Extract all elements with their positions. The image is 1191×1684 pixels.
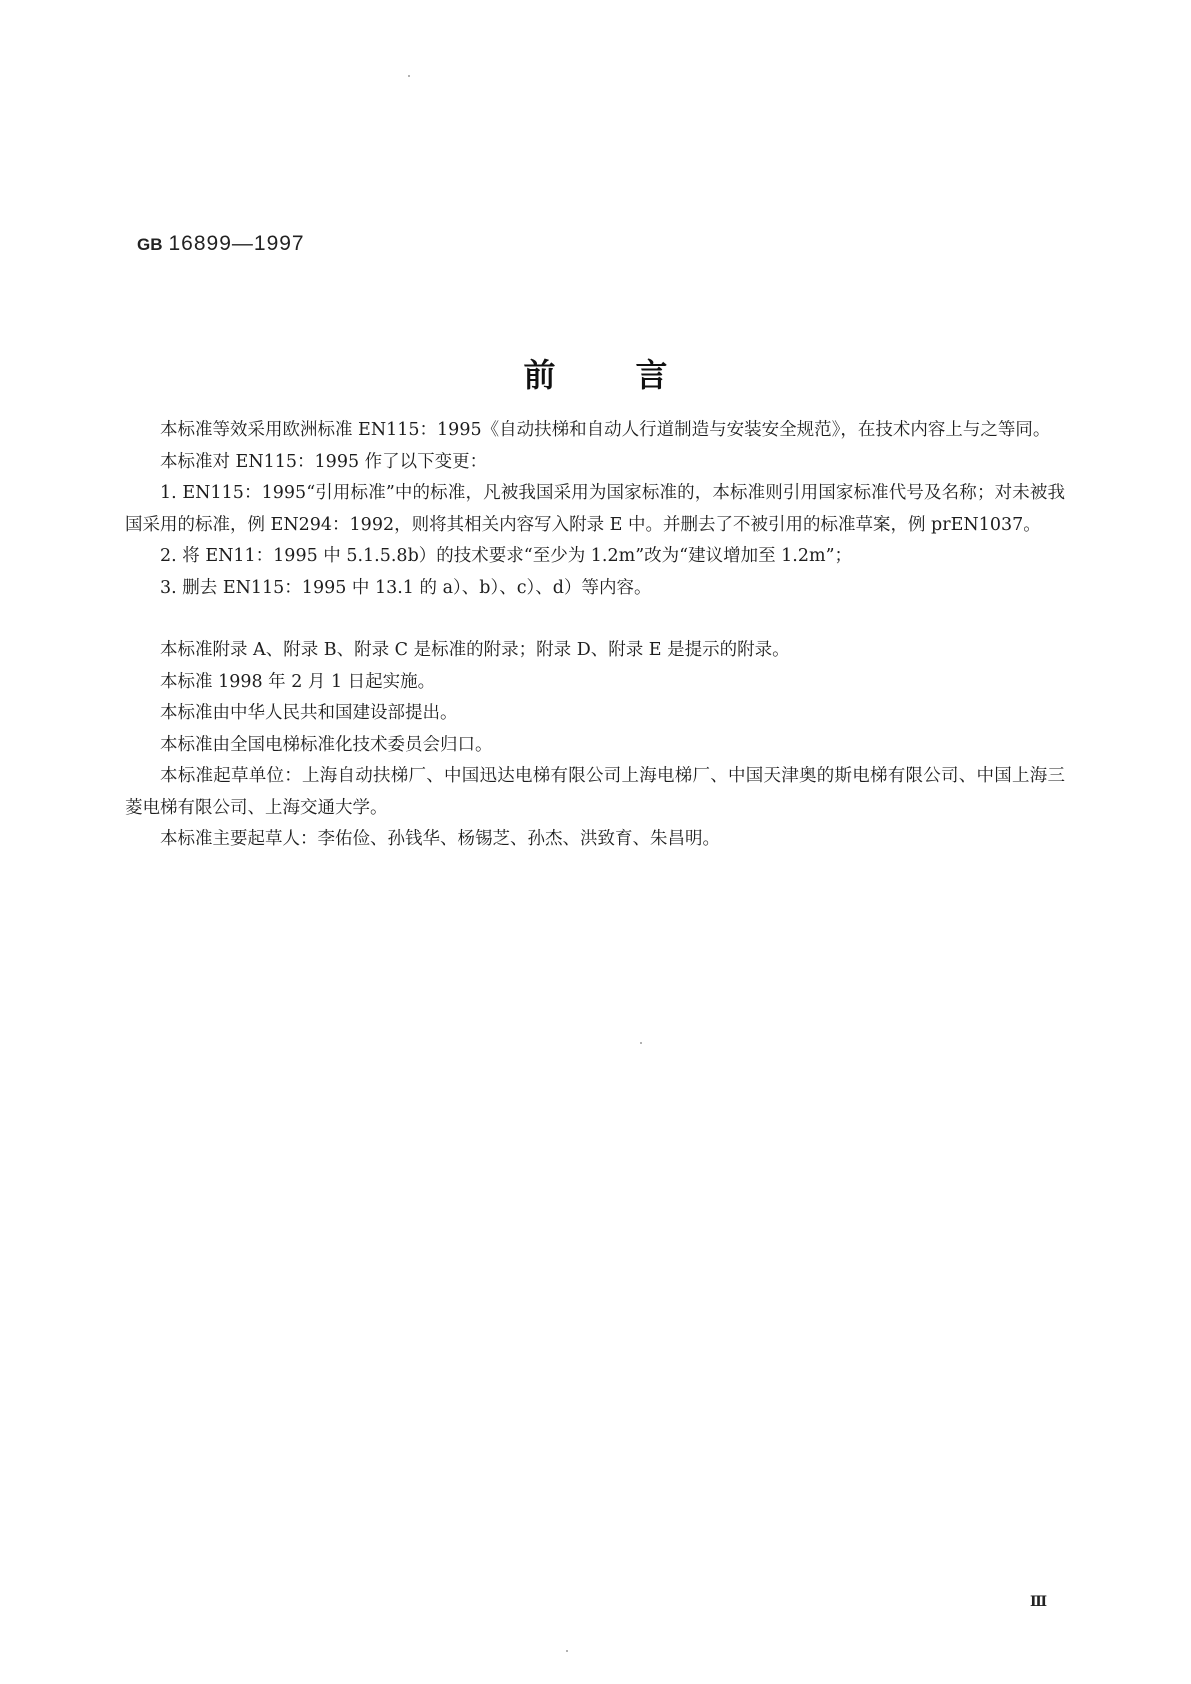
paragraph-effective-date: 本标准 1998 年 2 月 1 日起实施。: [160, 671, 436, 692]
paragraph-committee: 本标准由全国电梯标准化技术委员会归口。: [160, 734, 493, 755]
paragraph-change-2: 2. 将 EN11：1995 中 5.1.5.8b）的技术要求“至少为 1.2m”改为“建议增加至 1.2m”；: [160, 546, 853, 566]
scan-speck: [408, 75, 410, 77]
scan-speck: [640, 1042, 642, 1044]
paragraph-annexes: 本标准附录 A、附录 B、附录 C 是标准的附录；附录 D、附录 E 是提示的附录。: [160, 640, 790, 660]
standard-prefix: GB: [137, 235, 163, 254]
paragraph-change-1: 1. EN115：1995“引用标准”中的标准，凡被我国采用为国家标准的，本标准则引用国家标准代号及名称；对未被我国采用的标准，例 EN294：1992，则将其相关内容写入附录 E 中。并删去了不被引用的标准草案，例 prEN1037。: [125, 483, 1065, 535]
page-title: 前言: [523, 356, 748, 394]
paragraph-adoption: 本标准等效采用欧洲标准 EN115：1995《自动扶梯和自动人行道制造与安装安全规范》，在技术内容上与之等同。: [160, 420, 1051, 440]
standard-code: [137, 232, 305, 256]
paragraph-change-3: 3. 删去 EN115：1995 中 13.1 的 a）、b）、c）、d）等内容。: [160, 577, 652, 598]
paragraph-drafting-units: 本标准起草单位：上海自动扶梯厂、中国迅达电梯有限公司上海电梯厂、中国天津奥的斯电梯有限公司、中国上海三菱电梯有限公司、上海交通大学。: [125, 766, 1065, 818]
preface-body: [125, 415, 1065, 856]
paragraph-proposer: 本标准由中华人民共和国建设部提出。: [160, 703, 458, 723]
scan-speck: [566, 1650, 568, 1652]
page-number: Ⅲ: [1030, 1594, 1048, 1610]
paragraph-drafters: 本标准主要起草人：李佑俭、孙钱华、杨锡芝、孙杰、洪致育、朱昌明。: [160, 829, 720, 849]
paragraph-changes-intro: 本标准对 EN115：1995 作了以下变更：: [160, 451, 488, 472]
paragraph-spacer: [125, 604, 1065, 635]
standard-number: 16899—1997: [168, 232, 305, 255]
